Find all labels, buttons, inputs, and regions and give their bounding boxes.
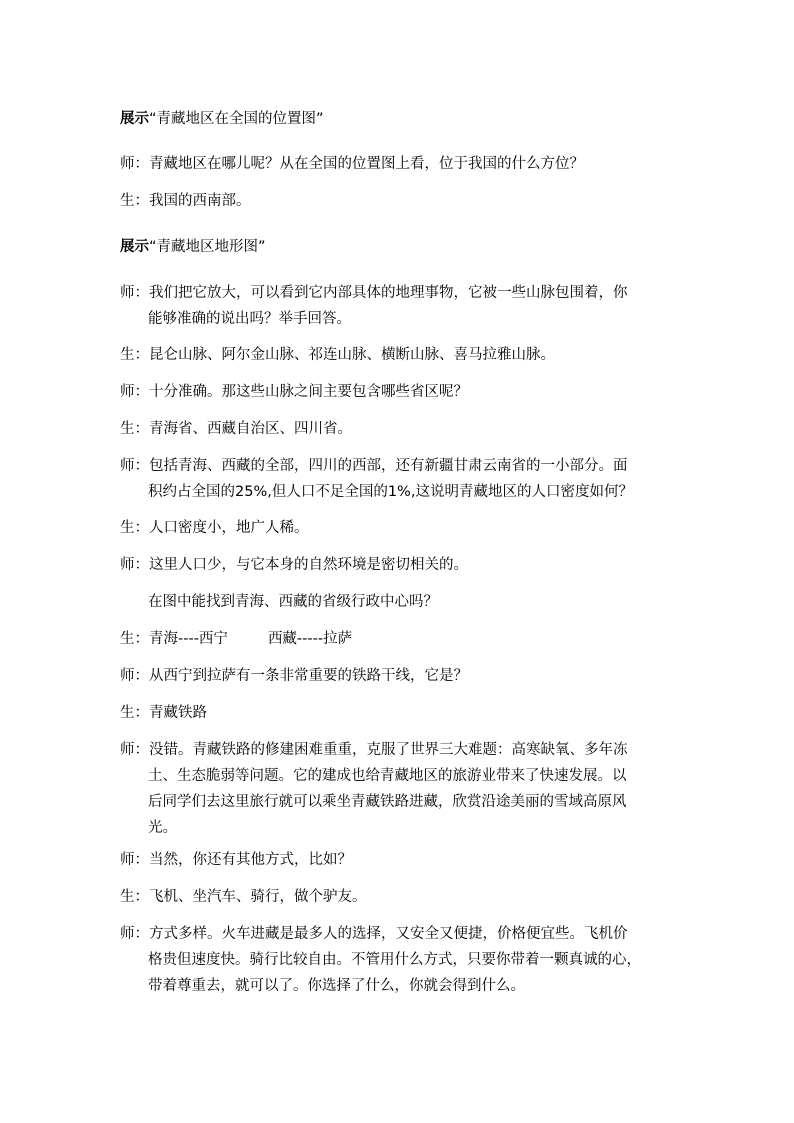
- heading-location-map: [120, 106, 680, 132]
- paragraph-line: 师：方式多样。火车进藏是最多人的选择，又安全又便捷，价格便宜些。飞机价: [120, 926, 628, 942]
- paragraph-line: 能够准确的说出吗？举手回答。: [148, 311, 351, 327]
- heading-terrain-map: [120, 234, 680, 260]
- heading-label: 展示: [120, 111, 149, 127]
- answer-part: 生：青海----西宁: [120, 631, 228, 647]
- dialogue-line: 生：我国的西南部。: [120, 193, 251, 209]
- answer-part: 西藏-----拉萨: [267, 631, 353, 647]
- dialogue-line: 在图中能找到青海、西藏的省级行政中心吗？: [148, 594, 438, 610]
- dialogue-line: 生：昆仑山脉、阿尔金山脉、祁连山脉、横断山脉、喜马拉雅山脉。: [120, 347, 555, 363]
- paragraph-line: 带着尊重去，就可以了。你选择了什么，你就会得到什么。: [148, 978, 525, 994]
- heading-text: “青藏地区在全国的位置图”: [149, 111, 324, 127]
- dialogue-line: 师：从西宁到拉萨有一条非常重要的铁路干线，它是？: [120, 668, 468, 684]
- paragraph-line: 师：我们把它放大，可以看到它内部具体的地理事物，它被一些山脉包围着，你: [120, 285, 628, 301]
- paragraph-line: 师：没错。青藏铁路的修建困难重重，克服了世界三大难题：高寒缺氧、多年冻: [120, 742, 628, 758]
- dialogue-paragraph: [120, 737, 680, 841]
- paragraph-line: 师：包括青海、西藏的全部，四川的西部，还有新疆甘肃云南省的一小部分。面: [120, 458, 628, 474]
- paragraph-line: 积约占全国的25%,但人口不足全国的1%,这说明青藏地区的人口密度如何？: [148, 484, 633, 500]
- dialogue-line: 师：十分准确。那这些山脉之间主要包含哪些省区呢？: [120, 384, 468, 400]
- heading-text: “青藏地区地形图”: [149, 239, 266, 255]
- paragraph-line: 光。: [148, 820, 177, 836]
- dialogue-line: 生：人口密度小，地广人稀。: [120, 520, 309, 536]
- heading-label: 展示: [120, 239, 149, 255]
- dialogue-line: 师：这里人口少，与它本身的自然环境是密切相关的。: [120, 557, 468, 573]
- dialogue-line: 师：青藏地区在哪儿呢？从在全国的位置图上看，位于我国的什么方位？: [120, 156, 584, 172]
- dialogue-line: 生：飞机、坐汽车、骑行，做个驴友。: [120, 889, 367, 905]
- dialogue-line: 生：青藏铁路: [120, 705, 207, 721]
- dialogue-line: 生：青海省、西藏自治区、四川省。: [120, 421, 352, 437]
- paragraph-line: 格贵但速度快。骑行比较自由。不管用什么方式，只要你带着一颗真诚的心，: [148, 952, 641, 968]
- dialogue-paragraph: [120, 280, 680, 332]
- paragraph-line: 土、生态脆弱等问题。它的建成也给青藏地区的旅游业带来了快速发展。以: [148, 768, 627, 784]
- dialogue-paragraph: [120, 921, 680, 999]
- dialogue-line: [120, 626, 680, 652]
- dialogue-paragraph: [120, 453, 680, 505]
- dialogue-line: 师：当然，你还有其他方式，比如？: [120, 852, 352, 868]
- paragraph-line: 后同学们去这里旅行就可以乘坐青藏铁路进藏，欣赏沿途美丽的雪域高原风: [148, 794, 627, 810]
